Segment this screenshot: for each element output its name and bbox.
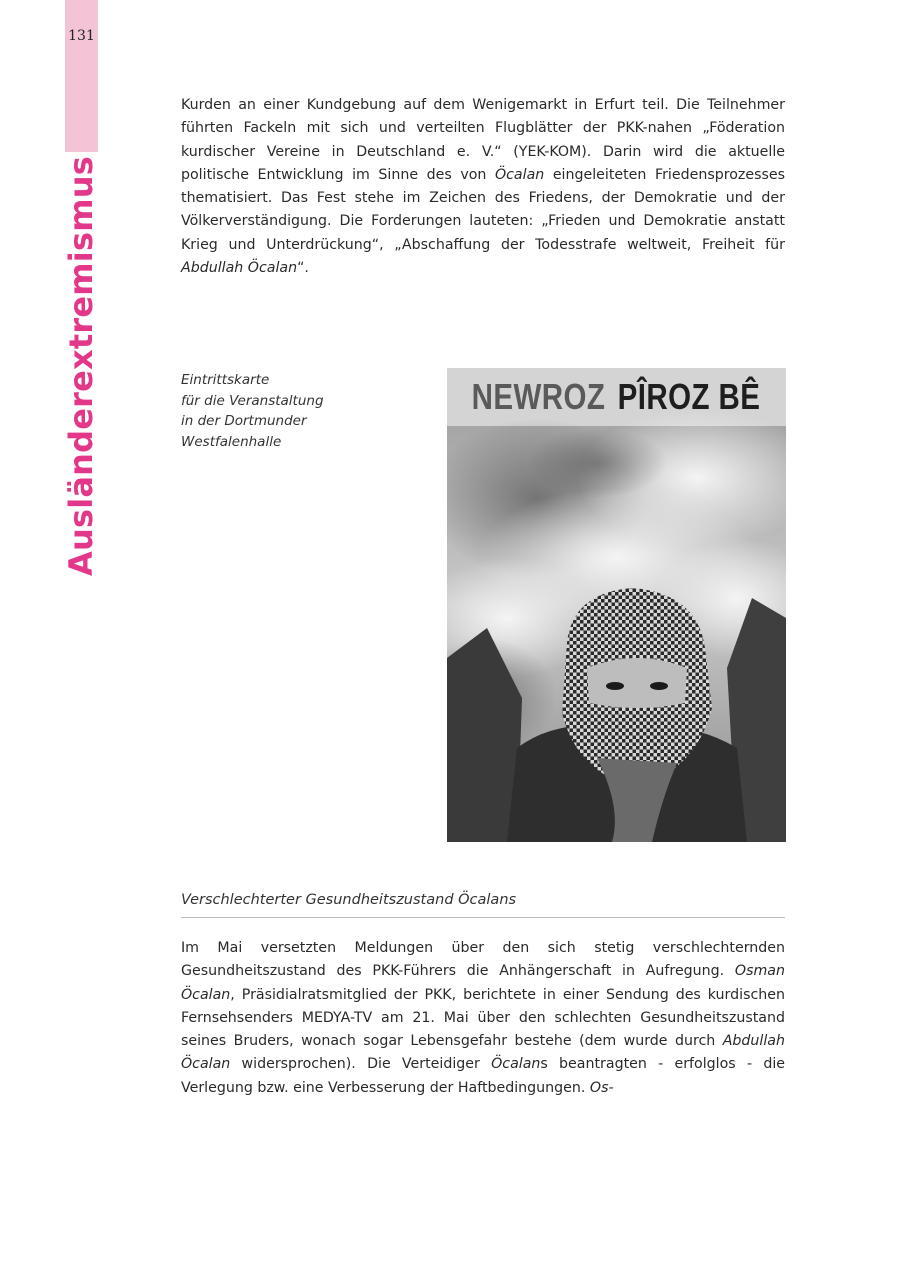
paragraph-1-text: eingeleiteten Friedensprozesses thematisiert. Das Fest stehe im Zeichen des Friedens, der Demokratie und der Völkerverständigung. Die Forderungen lauteten: „Frieden und Demokratie anstatt Krieg und Unterdrückung“, „Abschaffung der Todesstrafe weltweit, Freiheit für [181,166,785,253]
paragraph-2-name: Os- [589,1079,614,1096]
caption-line: in der Dortmunder [181,413,307,429]
caption-line: Westfalenhalle [181,433,282,450]
paragraph-2-name: Abdullah Öcalan [181,1033,785,1073]
paragraph-2 [181,937,785,1100]
paragraph-2-text: s beantragten - erfolglos - die Verlegung bzw. eine Verbesserung der Haftbedingungen. [181,1056,785,1096]
image-caption [181,370,411,452]
paragraph-1-name: Öcalan [494,166,545,183]
caption-line: für die Veranstaltung [181,392,324,409]
paragraph-2-name: Öcalan [491,1056,541,1073]
page-number: 131 [68,28,95,44]
caption-line: Eintrittskarte [181,372,270,388]
poster-title [447,368,786,426]
section-subheading: Verschlechterter Gesundheitszustand Öcalans [181,892,785,918]
paragraph-2-text: widersprochen). Die Verteidiger [230,1056,492,1073]
paragraph-1-text: “. [297,260,309,277]
poster-title-piroz-be: PÎROZ BÊ [617,376,761,417]
paragraph-1 [181,94,785,280]
section-label: Ausländerextremismus [62,156,100,576]
paragraph-2-text: Im Mai versetzten Meldungen über den sich stetig verschlechternden Gesundheitszustand des PKK-Führers die Anhängerschaft in Aufregung. [181,940,785,980]
paragraph-1-name: Abdullah Öcalan [181,260,298,277]
newroz-poster-image [447,368,786,842]
poster-title-newroz: NEWROZ [471,376,606,417]
page-number-tab [65,0,98,152]
paragraph-2-text: , Präsidialratsmitglied der PKK, berichtete in einer Sendung des kurdischen Fernsehsenders MEDYA-TV am 21. Mai über den schlechten Gesundheitszustand seines Bruders, wonach sogar Lebensgefahr bestehe (dem wurde durch [181,986,785,1050]
poster-photo [447,368,786,842]
paragraph-2-name: Osman Öcalan [181,963,785,1003]
paragraph-1-text: Kurden an einer Kundgebung auf dem Wenigemarkt in Erfurt teil. Die Teilnehmer führten Fackeln mit sich und verteilten Flugblätter der PKK-nahen „Föderation kurdischer Vereine in Deutschland e. V.“ (YEK-KOM). Darin wird die aktuelle politische Entwicklung im Sinne des von [181,97,785,183]
